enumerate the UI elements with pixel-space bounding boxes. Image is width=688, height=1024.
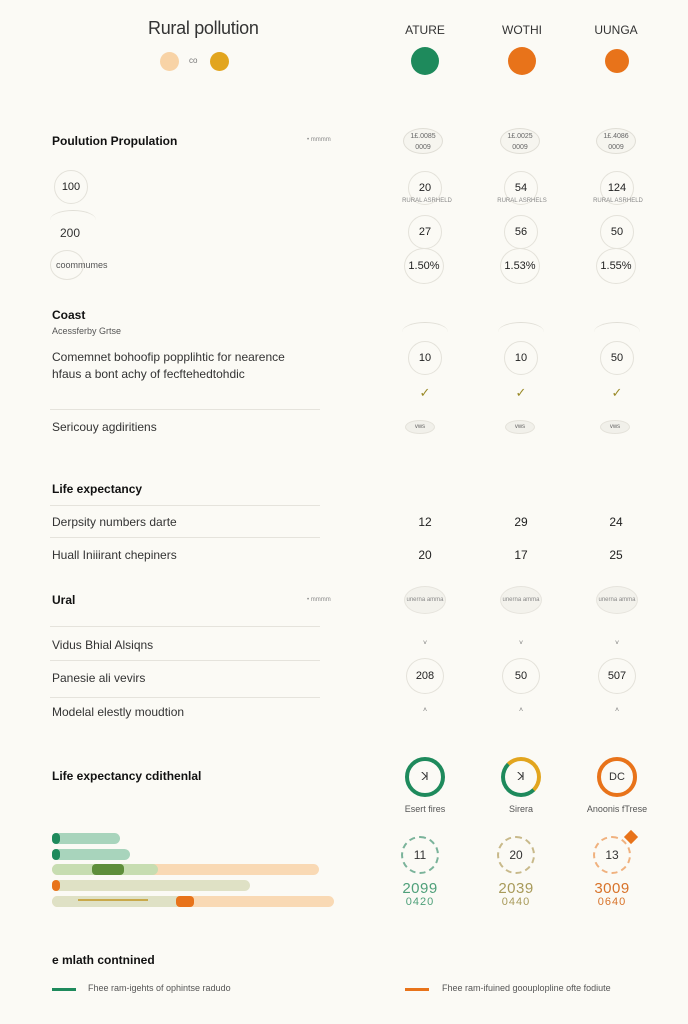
footer-legend-right: Fhee ram-ifuined goouplopline ofte fodiute (442, 983, 611, 993)
ring-caption: Sirera (508, 804, 533, 814)
column-color-dot-3 (605, 49, 629, 73)
row-label: coommumes (56, 260, 108, 270)
progress-bar-line (78, 899, 148, 901)
value-circle: 10 (504, 341, 538, 375)
column-color-dot-2 (508, 47, 536, 75)
value-circle: 1.50% (404, 248, 444, 284)
section-subheading: Acessferby Grtse (52, 326, 122, 336)
value-circle: 124 (600, 171, 634, 205)
value-circle: 208 (406, 658, 444, 694)
progress-bar-marker (176, 896, 194, 907)
chevron-up-icon[interactable]: ˄ (518, 707, 524, 714)
value-caption: RURAL ASRHELD (402, 198, 452, 204)
cell-value: 12 (418, 515, 432, 529)
value-circle: 50 (600, 215, 634, 249)
column-badge-1: 1£.0085 0009 (403, 128, 443, 154)
metric-subvalue: 0640 (597, 896, 627, 908)
column-header-3[interactable]: UUNGA (594, 23, 638, 37)
divider (50, 697, 320, 698)
status-pill: vws (505, 420, 535, 434)
column-header-1[interactable]: ATURE (405, 23, 445, 37)
divider (50, 537, 320, 538)
progress-bar (52, 849, 130, 860)
section-heading-coast: Coast (52, 308, 86, 322)
row-label: Sericouy agdiritiens (52, 420, 157, 434)
ring-caption: Anoonis fTrese (586, 804, 648, 814)
legend-line-orange (405, 988, 429, 991)
page-title: Rural pollution (148, 18, 259, 38)
cell-value: 20 (418, 548, 432, 562)
check-icon: ✓ (419, 385, 431, 400)
cell-value: 24 (609, 515, 623, 529)
chevron-down-icon[interactable]: ˅ (614, 640, 620, 647)
section-heading-conditional: Life expectancy cdithenlal (52, 769, 202, 783)
value-circle: 20 (408, 171, 442, 205)
metric-subvalue: 0440 (501, 896, 531, 908)
legend-line-green (52, 988, 76, 991)
chevron-up-icon[interactable]: ˄ (614, 707, 620, 714)
chevron-up-icon[interactable]: ˄ (422, 707, 428, 714)
value-circle: 27 (408, 215, 442, 249)
check-icon: ✓ (515, 385, 527, 400)
column-badge-3: 1£.4086 0009 (596, 128, 636, 154)
chevron-down-icon[interactable]: ˅ (422, 640, 428, 647)
value-circle: 50 (600, 341, 634, 375)
row-label: Vidus Bhial Alsiqns (52, 638, 154, 652)
status-ring-2: ꓘ (501, 757, 541, 797)
section-heading-pollution: Poulution Propulation (52, 134, 178, 148)
legend-label: co (189, 56, 198, 65)
decorative-arc (594, 322, 640, 342)
decorative-arc (498, 322, 544, 342)
cell-value: 29 (514, 515, 528, 529)
gear-icon: 13 (593, 836, 631, 874)
progress-bar (52, 880, 250, 891)
metric-subvalue: 0420 (405, 896, 435, 908)
oval-badge: unerna amma (596, 586, 638, 614)
cell-value: 17 (514, 548, 528, 562)
metric-value: 2039 (498, 880, 534, 897)
value-circle: 507 (598, 658, 636, 694)
value-circle: 1.53% (500, 248, 540, 284)
metric-value: 2099 (402, 880, 438, 897)
progress-bar (52, 833, 120, 844)
status-ring-3: DC (597, 757, 637, 797)
value-circle: 56 (504, 215, 538, 249)
section-heading-ural: Ural (52, 593, 76, 607)
description-line-2: hfaus a bont achy of fecftehedtohdic (52, 367, 245, 381)
value-circle: 1.55% (596, 248, 636, 284)
progress-bar-marker (52, 833, 60, 844)
column-header-2[interactable]: WOTHI (502, 23, 542, 37)
row-label: Panesie ali vevirs (52, 671, 146, 685)
decorative-arc (402, 322, 448, 342)
oval-badge: unerna amma (500, 586, 542, 614)
value-caption: RURAL ASRHELD (593, 198, 643, 204)
status-pill: vws (405, 420, 435, 434)
oval-badge: unerna amma (404, 586, 446, 614)
check-icon: ✓ (611, 385, 623, 400)
chevron-down-icon[interactable]: ˅ (518, 640, 524, 647)
column-badge-2: 1£.0025 0009 (500, 128, 540, 154)
value-circle: 50 (502, 658, 540, 694)
ring-caption: Esert fires (404, 804, 446, 814)
status-pill: vws (600, 420, 630, 434)
progress-bar-marker (52, 880, 60, 891)
legend-swatch-light (160, 52, 179, 71)
value-circle: 54 (504, 171, 538, 205)
column-color-dot-1 (411, 47, 439, 75)
row-label: Derpsity numbers darte (52, 515, 177, 529)
value-caption: RURAL ASRHELS (497, 198, 547, 204)
legend-swatch-gold (210, 52, 229, 71)
section-heading-life: Life expectancy (52, 482, 143, 496)
divider (50, 626, 320, 627)
description-line-1: Comemnet bohoofip popplihtic for nearence (52, 350, 285, 364)
footer-legend-left: Fhee ram-igehts of ophintse radudo (88, 983, 231, 993)
value-circle: 10 (408, 341, 442, 375)
row-label: Huall Iniiirant chepiners (52, 548, 177, 562)
divider (50, 505, 320, 506)
section-note: • mmmm (307, 597, 331, 603)
status-ring-1: ꓘ (405, 757, 445, 797)
progress-bar-marker (52, 849, 60, 860)
section-note: • mmmm (307, 137, 331, 143)
gear-icon: 11 (401, 836, 439, 874)
footer-heading: e mlath contnined (52, 953, 155, 967)
gear-icon: 20 (497, 836, 535, 874)
divider (50, 660, 320, 661)
row-label: Modelal elestly moudtion (52, 705, 185, 719)
divider (50, 409, 320, 410)
cell-value: 25 (609, 548, 623, 562)
row-label: 200 (60, 226, 81, 240)
row-label-circle: 100 (54, 170, 88, 204)
progress-bar-marker (92, 864, 124, 875)
metric-value: 3009 (594, 880, 630, 897)
progress-bar-fill (52, 896, 182, 907)
